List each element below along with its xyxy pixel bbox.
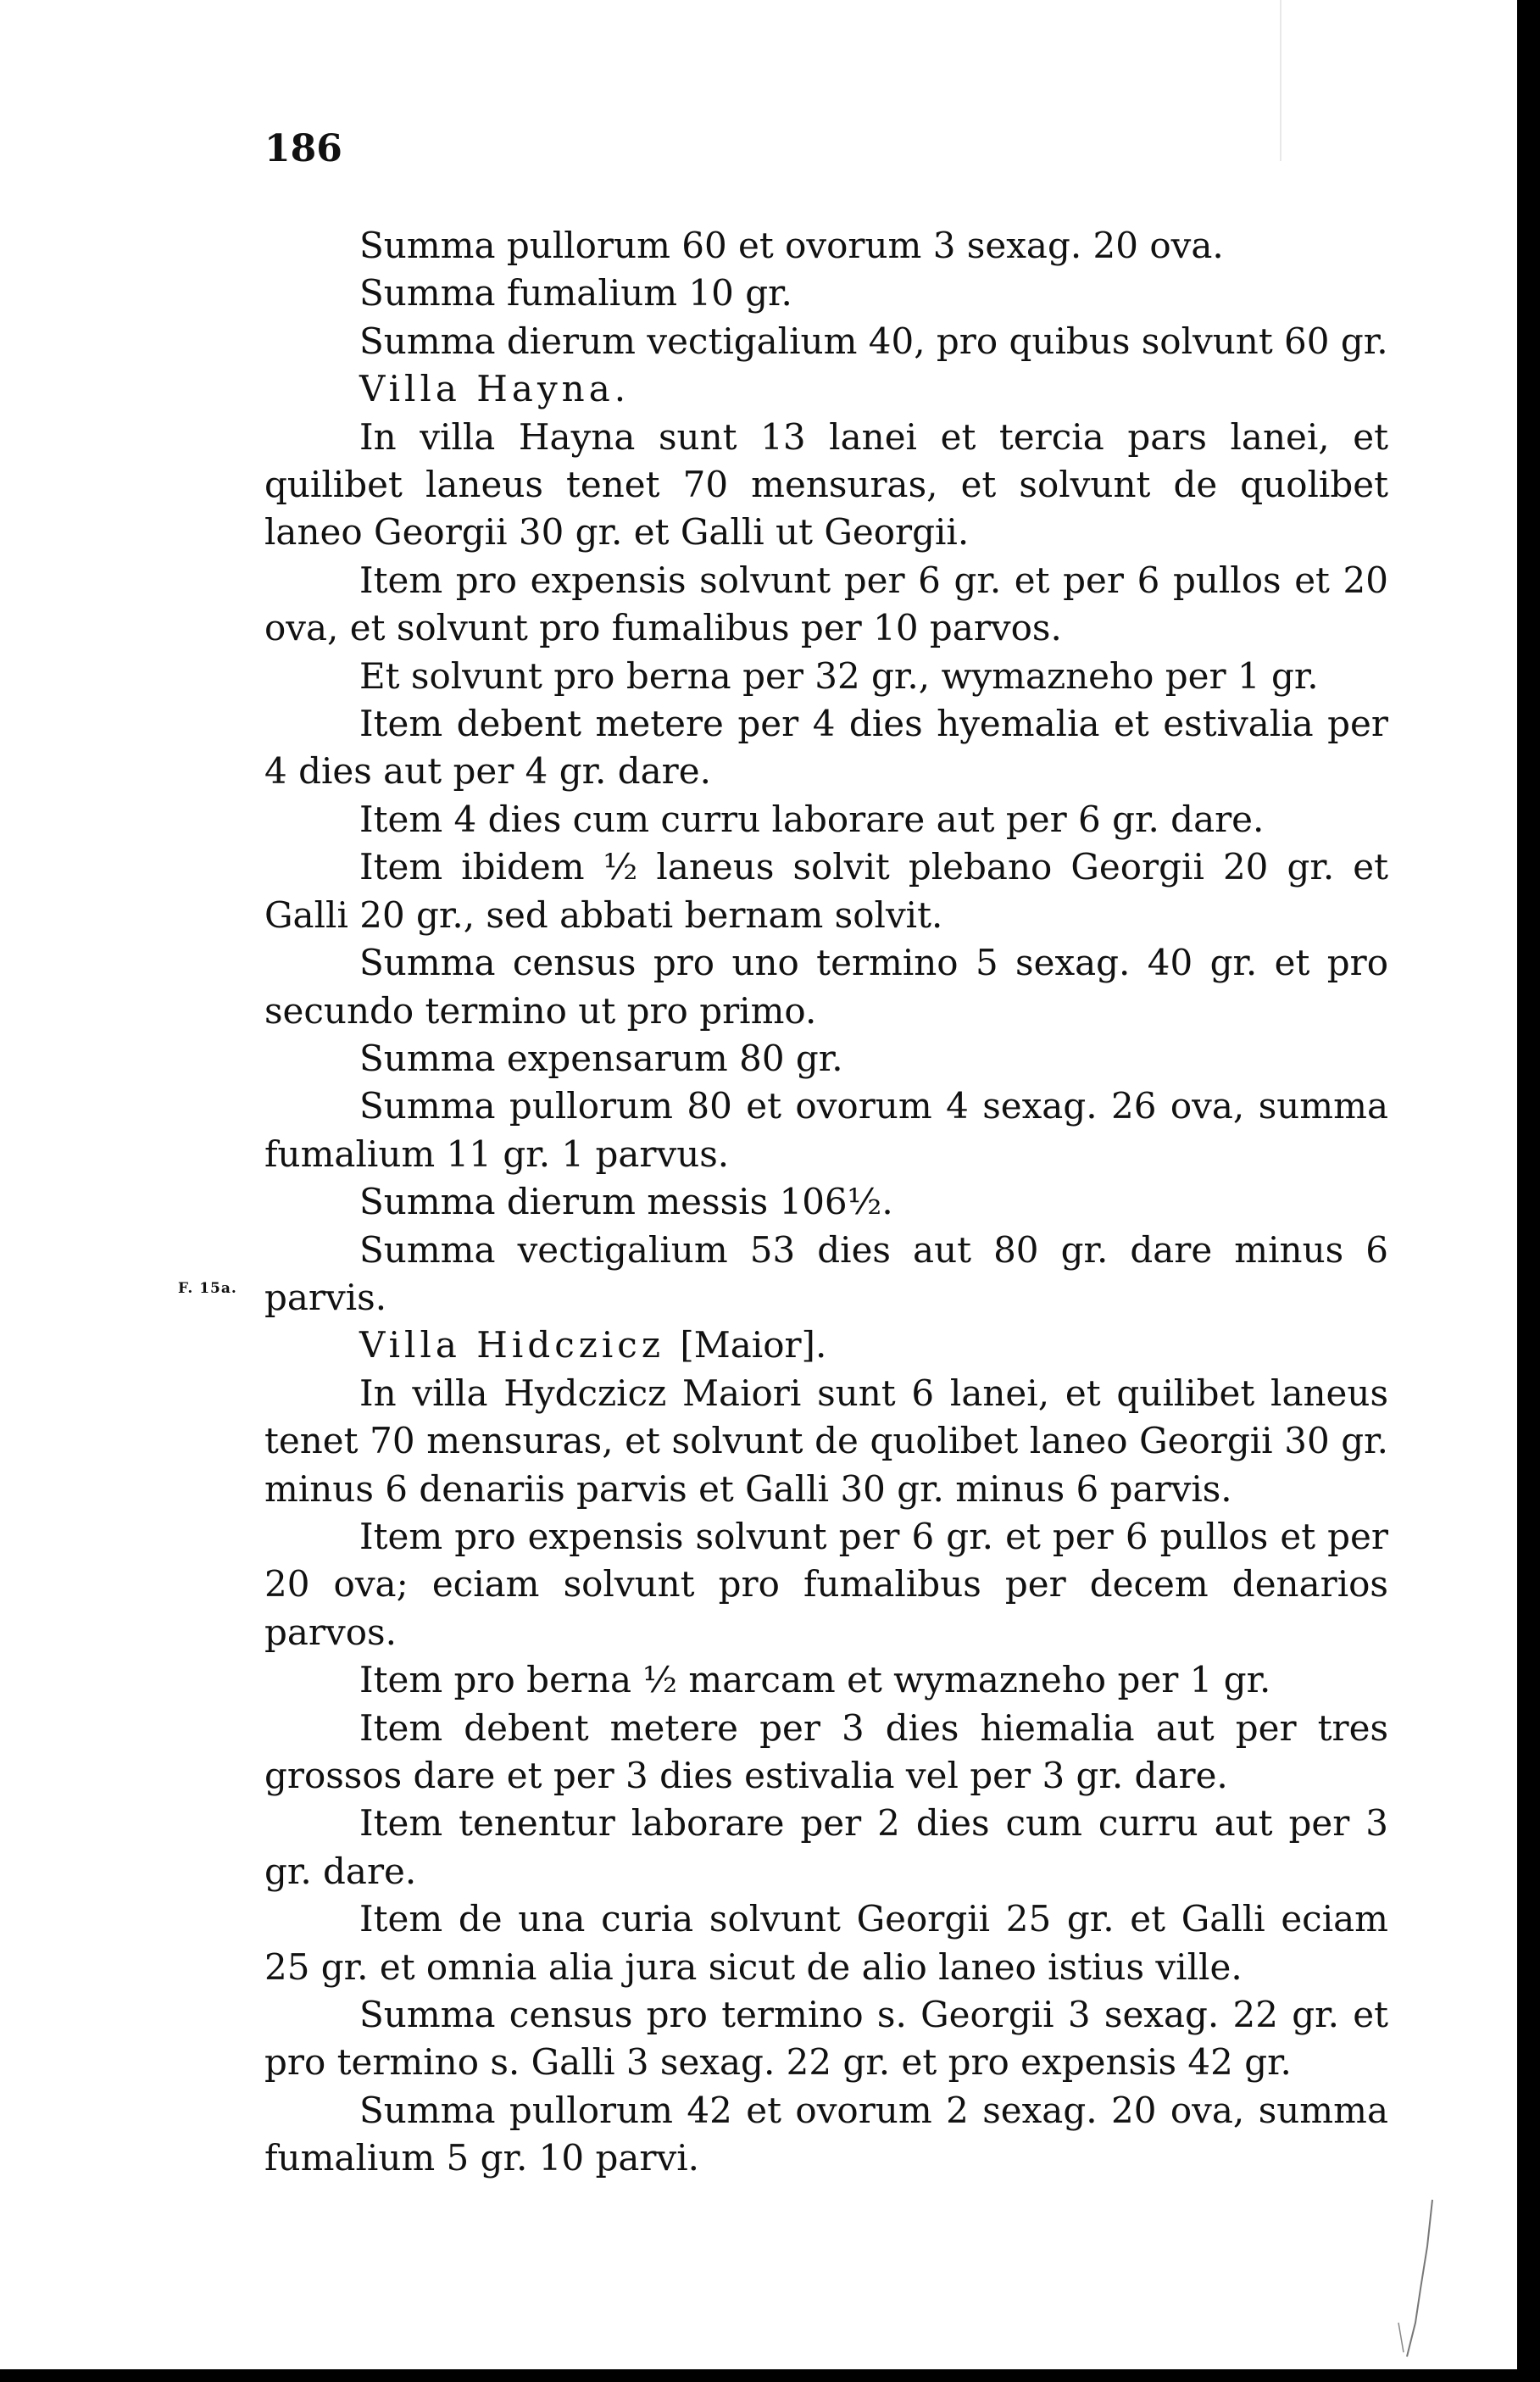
paragraph: Item debent metere per 3 dies hiemalia aut per tres grossos dare et per 3 dies estivalia vel per 3 gr. dare. [264, 1706, 1388, 1796]
paragraph: Summa vectigalium 53 dies aut 80 gr. dare minus 6 parvis. [264, 1228, 1388, 1318]
heading-spaced-text: Villa Hidczicz [359, 1324, 664, 1366]
paragraph: Summa dierum vectigalium 40, pro quibus solvunt 60 gr. [359, 320, 1388, 362]
paragraph: Summa pullorum 60 et ovorum 3 sexag. 20 ova. [359, 225, 1224, 266]
body-text [264, 222, 1388, 2183]
paragraph: Summa pullorum 42 et ovorum 2 sexag. 20 ova, summa fumalium 5 gr. 10 parvi. [264, 2089, 1388, 2179]
scan-artifact-line [1280, 0, 1281, 161]
paragraph: Item pro expensis solvunt per 6 gr. et per 6 pullos et per 20 ova; eciam solvunt pro fumalibus per decem denarios parvos. [264, 1515, 1388, 1653]
pencil-mark [1390, 2196, 1441, 2365]
heading-bracket-text: [Maior]. [680, 1324, 827, 1366]
paragraph: Summa census pro termino s. Georgii 3 sexag. 22 gr. et pro termino s. Galli 3 sexag. 22 gr. et pro expensis 42 gr. [264, 1994, 1388, 2084]
paragraph: Item debent metere per 4 dies hyemalia et estivalia per 4 dies aut per 4 gr. dare. [264, 703, 1388, 793]
paragraph: Item tenentur laborare per 2 dies cum curru aut per 3 gr. dare. [264, 1802, 1388, 1892]
section-heading-villa-hayna: Villa Hayna. [359, 368, 631, 410]
paragraph: Summa pullorum 80 et ovorum 4 sexag. 26 ova, summa fumalium 11 gr. 1 parvus. [264, 1085, 1388, 1175]
paragraph: Item 4 dies cum curru laborare aut per 6 gr. dare. [359, 798, 1265, 840]
paragraph: Item pro expensis solvunt per 6 gr. et per 6 pullos et 20 ova, et solvunt pro fumalibus per 10 parvos. [264, 559, 1388, 649]
paragraph: Summa fumalium 10 gr. [359, 272, 792, 314]
paragraph: Summa expensarum 80 gr. [359, 1037, 843, 1079]
section-heading-villa-hidczicz [264, 1322, 1388, 1369]
paragraph: In villa Hydczicz Maiori sunt 6 lanei, et quilibet laneus tenet 70 mensuras, et solvunt de quolibet laneo Georgii 30 gr. minus 6 denariis parvis et Galli 30 gr. minus 6 parvis. [264, 1372, 1388, 1510]
paragraph: In villa Hayna sunt 13 lanei et tercia pars lanei, et quilibet laneus tenet 70 mensuras, et solvunt de quolibet laneo Georgii 30 gr. et Galli ut Georgii. [264, 415, 1388, 554]
paragraph: Item ibidem ½ laneus solvit plebano Georgii 20 gr. et Galli 20 gr., sed abbati bernam solvit. [264, 846, 1388, 936]
paragraph: Et solvunt pro berna per 32 gr., wymazneho per 1 gr. [359, 654, 1319, 697]
paragraph: Summa census pro uno termino 5 sexag. 40 gr. et pro secundo termino ut pro primo. [264, 942, 1388, 1032]
paragraph: Summa dierum messis 106½. [359, 1181, 893, 1223]
paragraph: Item de una curia solvunt Georgii 25 gr. et Galli eciam 25 gr. et omnia alia jura sicut de alio laneo istius ville. [264, 1898, 1388, 1988]
page-number: 186 [264, 127, 342, 170]
paragraph: Item pro berna ½ marcam et wymazneho per 1 gr. [359, 1659, 1271, 1701]
folio-margin-note: F. 15a. [178, 1280, 237, 1297]
